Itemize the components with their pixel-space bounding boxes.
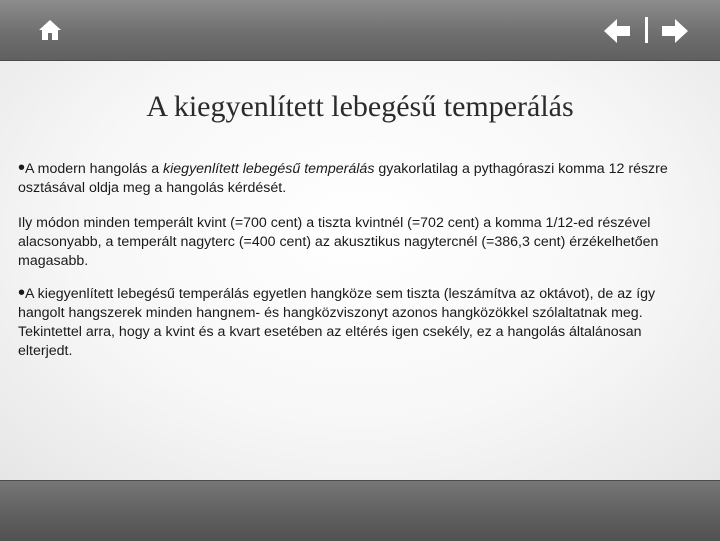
- paragraph-1: [18, 157, 698, 198]
- slide-body: [18, 157, 698, 361]
- paragraph-1-emphasis: kiegyenlített lebegésű temperálás: [163, 161, 375, 177]
- paragraph-3-text: A kiegyenlített lebegésű temperálás egyetlen hangköze sem tiszta (leszámítva az oktávot), de az így hangolt hangszerek minden hangnem- és hangközviszonyt azonos hangközökkel szólaltatnak meg. Tekintettel arra, hogy a kvint és a kvart esetében az eltérés igen csekély, ez a hangolás általánosan elterjedt.: [18, 286, 656, 359]
- paragraph-3: [18, 282, 698, 361]
- paragraph-2: Ily módon minden temperált kvint (=700 cent) a tiszta kvintnél (=702 cent) a komma 1/12-ed részével alacsonyabb, a temperált nagyterc (=400 cent) az akusztikus nagytercnél (=386,3 cent) érzékelhetően magasabb.: [18, 215, 659, 269]
- bullet: •: [18, 282, 26, 304]
- top-toolbar: [0, 0, 720, 61]
- nav-divider: [643, 16, 651, 44]
- home-icon[interactable]: [38, 18, 62, 42]
- slide-title: A kiegyenlített lebegésű temperálás: [146, 90, 574, 123]
- bullet: •: [18, 157, 26, 179]
- bottom-bar: [0, 480, 720, 541]
- paragraph-1-intro: A modern hangolás a: [25, 161, 164, 177]
- arrow-right-icon[interactable]: [662, 19, 688, 43]
- arrow-left-icon[interactable]: [604, 19, 630, 43]
- paragraph-1-rest: gyakorlatilag a pythagóraszi komma 12 részre osztásával oldja meg a hangolás kérdését.: [18, 161, 668, 196]
